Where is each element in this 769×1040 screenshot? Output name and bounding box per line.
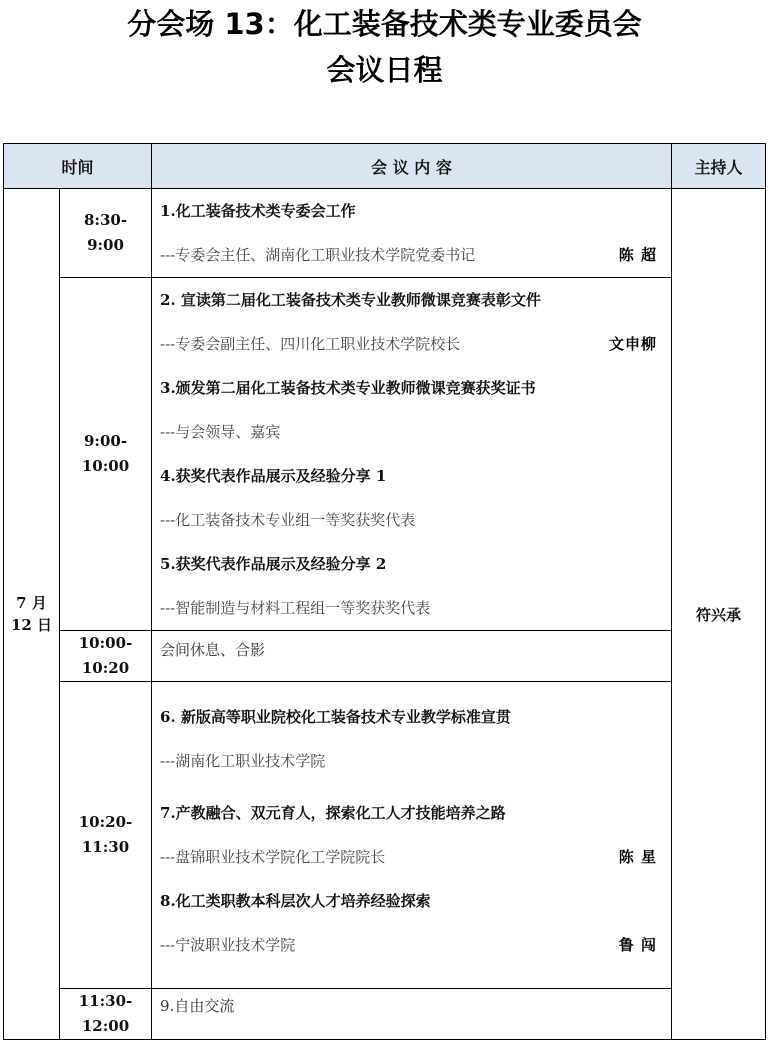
agenda-item-title: 7.产教融合、双元育人，探索化工人才技能培养之路 [160, 804, 506, 822]
speaker-name: 陈 星 [618, 848, 658, 866]
time-start: 11:30- [78, 992, 133, 1010]
time-cell [60, 682, 152, 989]
agenda-item-title: 8.化工类职教本科层次人才培养经验探索 [160, 892, 431, 910]
speaker-name: 文申柳 [609, 335, 658, 353]
time-cell [60, 189, 152, 278]
agenda-item-title: 2. 宣读第二届化工装备技术类专业教师微课竞赛表彰文件 [160, 291, 541, 309]
agenda-item-subtitle [160, 835, 657, 879]
speaker-name: 陈 超 [618, 246, 658, 264]
spacer [160, 967, 657, 975]
time-end: 10:20 [81, 659, 130, 677]
content-cell [152, 278, 672, 631]
table-row [4, 278, 766, 631]
content-cell [152, 631, 672, 682]
agenda-item-subtitle [160, 739, 657, 783]
header-row [4, 144, 766, 189]
time-end: 11:30 [81, 838, 130, 856]
agenda-item-subtitle [160, 233, 657, 277]
table-row [4, 682, 766, 989]
header-content: 会 议 内 容 [152, 144, 672, 189]
subtitle-text: ---专委会副主任、四川化工职业技术学院校长 [160, 335, 461, 353]
page-subtitle: 会议日程 [326, 53, 443, 87]
time-start: 8:30- [83, 211, 128, 229]
break-text: 会间休息、合影 [160, 641, 266, 659]
time-end: 12:00 [81, 1017, 130, 1035]
agenda-item-title: 5.获奖代表作品展示及经验分享 2 [160, 555, 387, 573]
date-day: 12 日 [10, 616, 53, 634]
date-cell [4, 189, 60, 1040]
time-cell [60, 989, 152, 1040]
header-host: 主持人 [672, 144, 766, 189]
content-cell [152, 989, 672, 1040]
time-cell [60, 631, 152, 682]
time-start: 10:00- [78, 634, 133, 652]
time-cell [60, 278, 152, 631]
date-month: 7 月 [16, 594, 47, 612]
subtitle-text: ---与会领导、嘉宾 [160, 423, 281, 441]
subtitle-text: ---专委会主任、湖南化工职业技术学院党委书记 [160, 246, 476, 264]
schedule-table [3, 143, 766, 1040]
table-row [4, 631, 766, 682]
free-discussion-text: 9.自由交流 [160, 997, 235, 1015]
subtitle-text: ---化工装备技术专业组一等奖获奖代表 [160, 511, 416, 529]
time-start: 10:20- [78, 813, 133, 831]
subtitle-text: ---智能制造与材料工程组一等奖获奖代表 [160, 599, 431, 617]
table-row [4, 989, 766, 1040]
time-end: 10:00 [81, 457, 130, 475]
agenda-item-title: 3.颁发第二届化工装备技术类专业教师微课竞赛获奖证书 [160, 379, 536, 397]
agenda-item-subtitle [160, 923, 657, 967]
table-row [4, 189, 766, 278]
spacer [160, 783, 657, 791]
time-start: 9:00- [83, 432, 128, 450]
agenda-item-subtitle [160, 410, 657, 454]
subtitle-text: ---盘锦职业技术学院化工学院院长 [160, 848, 386, 866]
agenda-item-title: 1.化工装备技术类专委会工作 [160, 202, 356, 220]
speaker-name: 鲁 闯 [618, 936, 658, 954]
agenda-item-subtitle [160, 586, 657, 630]
agenda-item-title: 6. 新版高等职业院校化工装备技术专业教学标准宣贯 [160, 708, 511, 726]
agenda-item-subtitle [160, 322, 657, 366]
content-cell [152, 682, 672, 989]
agenda-item-subtitle [160, 498, 657, 542]
host-cell: 符兴承 [672, 189, 766, 1040]
agenda-item-title: 4.获奖代表作品展示及经验分享 1 [160, 467, 387, 485]
content-cell [152, 189, 672, 278]
header-time: 时间 [4, 144, 152, 189]
subtitle-text: ---湖南化工职业技术学院 [160, 752, 326, 770]
page-title: 分会场 13：化工装备技术类专业委员会 [127, 7, 642, 41]
time-end: 9:00 [87, 236, 124, 254]
subtitle-text: ---宁波职业技术学院 [160, 936, 296, 954]
